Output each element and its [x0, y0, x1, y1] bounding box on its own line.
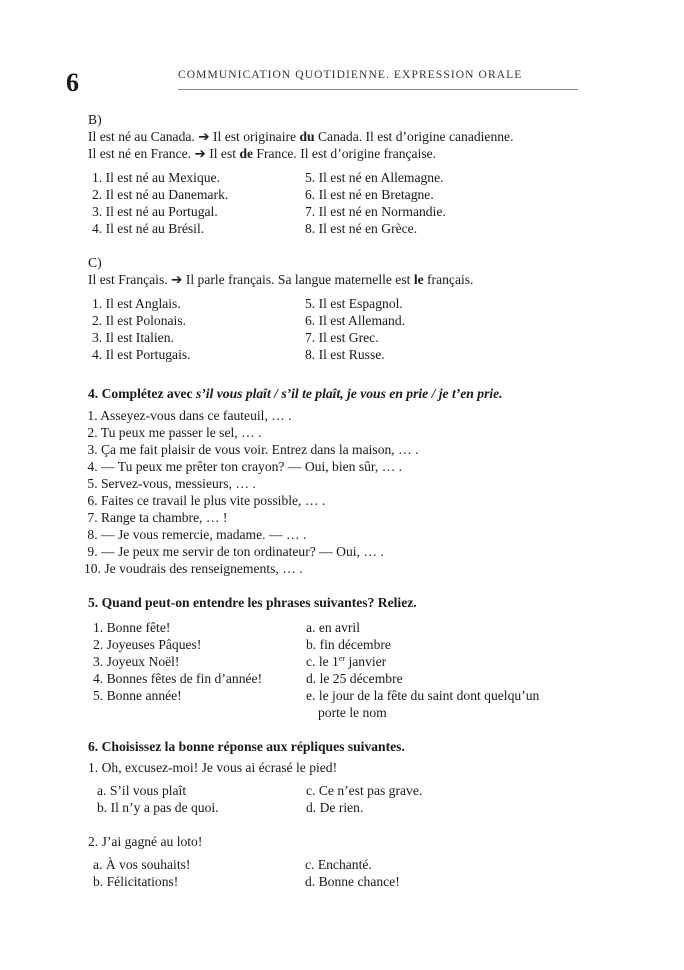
list-item: a. en avril	[306, 620, 360, 635]
option: b. Il n’y a pas de quoi.	[97, 800, 219, 815]
list-item: 2. Il est Polonais.	[92, 313, 187, 328]
list-item: d. le 25 décembre	[306, 671, 403, 686]
running-title: COMMUNICATION QUOTIDIENNE. EXPRESSION ORALE	[178, 69, 523, 81]
page-number: 6	[66, 68, 79, 97]
option: d. Bonne chance!	[305, 874, 400, 889]
list-item: 4. Bonnes fêtes de fin d’année!	[93, 671, 263, 686]
italic-text: s’il vous plaît / s’il te plaît, je vous en prie / je t’en prie.	[195, 386, 503, 401]
question-1: 1. Oh, excusez-moi! Je vous ai écrasé le pied!	[88, 760, 338, 775]
exercise-4-title	[88, 385, 503, 402]
exercise-5-title: 5. Quand peut-on entendre les phrases suivantes? Reliez.	[88, 595, 417, 610]
text: Canada. Il est d’origine canadienne.	[314, 129, 514, 144]
list-item: 6. Faites ce travail le plus vite possible, … .	[84, 493, 326, 508]
section-c-label: C)	[88, 255, 102, 270]
list-item: 8. Il est Russe.	[305, 347, 385, 362]
list-item: 4. Il est né au Brésil.	[92, 221, 205, 236]
list-item: 3. Joyeux Noël!	[93, 654, 180, 669]
list-item: 2. Il est né au Danemark.	[92, 187, 229, 202]
list-item: 6. Il est Allemand.	[305, 313, 406, 328]
section-b-right-list	[305, 169, 446, 237]
question-2-options-left	[93, 856, 190, 890]
question-2: 2. J’ai gagné au loto!	[88, 834, 203, 849]
exercise-5-right-list	[306, 619, 539, 721]
list-item: 5. Il est né en Allemagne.	[305, 170, 444, 185]
list-item: 10. Je voudrais des renseignements, … .	[84, 561, 303, 576]
superscript: er	[338, 654, 346, 663]
text: janvier	[345, 654, 387, 669]
list-item: 1. Bonne fête!	[93, 620, 171, 635]
exercise-5-left-list	[93, 619, 262, 704]
list-item: 2. Joyeuses Pâques!	[93, 637, 202, 652]
list-item: 9. — Je peux me servir de ton ordinateur? — Oui, … .	[84, 544, 384, 559]
list-item: e. le jour de la fête du saint dont quelqu’un	[306, 688, 540, 703]
text: Il est né au Canada. ➔ Il est originaire	[88, 129, 300, 144]
list-item: 1. Il est Anglais.	[92, 296, 181, 311]
section-b-left-list	[92, 169, 228, 237]
list-item: 4. Il est Portugais.	[92, 347, 191, 362]
bold-text: du	[299, 129, 315, 144]
section-b-label: B)	[88, 112, 102, 127]
list-item: 2. Tu peux me passer le sel, … .	[84, 425, 262, 440]
text: France. Il est d’origine française.	[253, 146, 437, 161]
list-item: 1. Il est né au Mexique.	[92, 170, 220, 185]
list-item: 5. Servez-vous, messieurs, … .	[84, 476, 256, 491]
option: c. Ce n’est pas grave.	[306, 783, 423, 798]
header-rule	[178, 89, 578, 90]
question-1-options-left	[97, 782, 219, 816]
example-line	[88, 128, 514, 145]
example-line	[88, 145, 436, 162]
list-item: 4. — Tu peux me prêter ton crayon? — Oui, bien sûr, … .	[84, 459, 403, 474]
list-item: 8. Il est né en Grèce.	[305, 221, 418, 236]
option: a. À vos souhaits!	[93, 857, 191, 872]
section-c-left-list	[92, 295, 191, 363]
text: c. le 1	[306, 654, 339, 669]
list-item: 3. Il est né au Portugal.	[92, 204, 218, 219]
question-1-options-right	[306, 782, 422, 816]
list-item: 7. Range ta chambre, … !	[84, 510, 228, 525]
text: français.	[423, 272, 474, 287]
bold-text: de	[239, 146, 254, 161]
list-item: 7. Il est né en Normandie.	[305, 204, 446, 219]
list-item-continuation: porte le nom	[318, 705, 387, 720]
list-item: 5. Il est Espagnol.	[305, 296, 403, 311]
option: a. S’il vous plaît	[97, 783, 187, 798]
option: c. Enchanté.	[305, 857, 372, 872]
text: 4. Complétez avec	[88, 386, 196, 401]
example-line	[88, 271, 473, 288]
list-item: 1. Asseyez-vous dans ce fauteuil, … .	[84, 408, 292, 423]
list-item: 8. — Je vous remercie, madame. — … .	[84, 527, 307, 542]
exercise-4-list	[84, 407, 419, 577]
list-item: 5. Bonne année!	[93, 688, 182, 703]
bold-text: le	[413, 272, 424, 287]
option: b. Félicitations!	[93, 874, 179, 889]
list-item	[306, 653, 539, 670]
list-item: 6. Il est né en Bretagne.	[305, 187, 434, 202]
list-item: 3. Ça me fait plaisir de vous voir. Entrez dans la maison, … .	[84, 442, 419, 457]
text: Il est Français. ➔ Il parle français. Sa langue maternelle est	[88, 272, 414, 287]
section-c-right-list	[305, 295, 405, 363]
text: Il est né en France. ➔ Il est	[88, 146, 240, 161]
option: d. De rien.	[306, 800, 364, 815]
list-item: 3. Il est Italien.	[92, 330, 174, 345]
exercise-6-title: 6. Choisissez la bonne réponse aux répliques suivantes.	[88, 739, 405, 754]
list-item: b. fin décembre	[306, 637, 391, 652]
list-item: 7. Il est Grec.	[305, 330, 379, 345]
question-2-options-right	[305, 856, 400, 890]
